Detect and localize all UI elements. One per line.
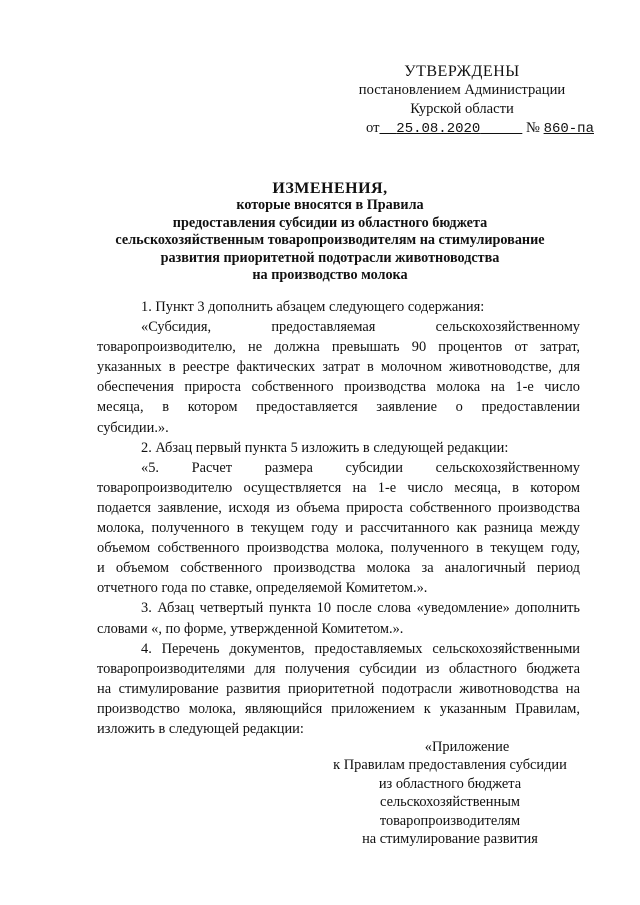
body-line: 1. Пункт 3 дополнить абзацем следующего содержания: — [141, 299, 485, 315]
body-line: товаропроизводителю, не должна превышать 90 процентов от затрат, — [97, 339, 580, 356]
body-line: отчетного года по ставке, определяемой Комитетом.». — [97, 580, 428, 597]
heading-line: сельскохозяйственным товаропроизводителям на стимулирование — [115, 232, 545, 249]
body-line: обеспечения прироста собственного производства молока на 1-е число — [97, 379, 580, 396]
body-line: объемом собственного производства молока, полученного в текущем году, — [97, 540, 580, 557]
body-line: субсидии.». — [97, 419, 169, 436]
approval-date-line — [352, 119, 594, 139]
body-line: «Субсидия, предоставляемая сельскохозяйственному — [141, 319, 580, 336]
document-heading — [95, 180, 565, 284]
approval-number: 860-па — [543, 121, 594, 137]
body-line: словами «, по форме, утвержденной Комитетом.». — [97, 620, 404, 637]
body-line: «5. Расчет размера субсидии сельскохозяйственному — [141, 459, 580, 476]
heading-title: ИЗМЕНЕНИЯ, — [272, 180, 388, 197]
annex-line: «Приложение — [424, 739, 510, 755]
approval-title: УТВЕРЖДЕНЫ — [404, 63, 520, 80]
heading-line: предоставления субсидии из областного бюджета — [172, 214, 488, 231]
body-line: 3. Абзац четвертый пункта 10 после слова «уведомление» дополнить — [141, 600, 580, 617]
annex-header — [300, 738, 600, 848]
approval-line-1: постановлением Администрации — [358, 82, 566, 98]
annex-line: на стимулирование развития — [362, 831, 538, 848]
date-prefix: от — [366, 120, 380, 136]
body-line: молока, полученного в текущем году и рассчитанного как разница между — [97, 520, 580, 537]
body-line: производство молока, являющийся приложением к указанным Правилам, — [97, 700, 580, 717]
body-line: товаропроизводителями для получения субсидии из областного бюджета — [97, 660, 580, 677]
approval-line-2: Курской области — [410, 101, 514, 117]
body-line: 2. Абзац первый пункта 5 изложить в следующей редакции: — [141, 439, 509, 456]
body-line: 4. Перечень документов, предоставляемых сельскохозяйственными — [141, 640, 580, 657]
body-line: и объемом собственного производства молока за аналогичный период — [97, 560, 580, 577]
approval-date: 25.08.2020 — [396, 121, 481, 137]
body-line: изложить в следующей редакции: — [97, 720, 304, 737]
heading-line: на производство молока — [252, 267, 408, 284]
body-line: указанных в реестре фактических затрат в молочном животноводстве, для — [97, 359, 580, 376]
body-line: на стимулирование развития приоритетной подотрасли животноводства на — [97, 680, 580, 697]
annex-line: товаропроизводителям — [379, 812, 521, 829]
number-prefix: № — [525, 120, 540, 136]
body-line: подается заявление, исходя из объема прироста собственного производства — [97, 499, 580, 516]
annex-line: сельскохозяйственным — [380, 794, 520, 811]
heading-line: развития приоритетной подотрасли животноводства — [160, 249, 500, 266]
document-body — [97, 297, 580, 739]
annex-line: из областного бюджета — [378, 775, 522, 792]
approval-stamp — [352, 62, 594, 139]
body-line: товаропроизводителю осуществляется на 1-е число месяца, в котором — [97, 479, 580, 496]
heading-line: которые вносятся в Правила — [236, 197, 424, 214]
body-line: месяца, в котором предоставляется заявление о предоставлении — [97, 399, 580, 416]
annex-line: к Правилам предоставления субсидии — [333, 757, 567, 774]
